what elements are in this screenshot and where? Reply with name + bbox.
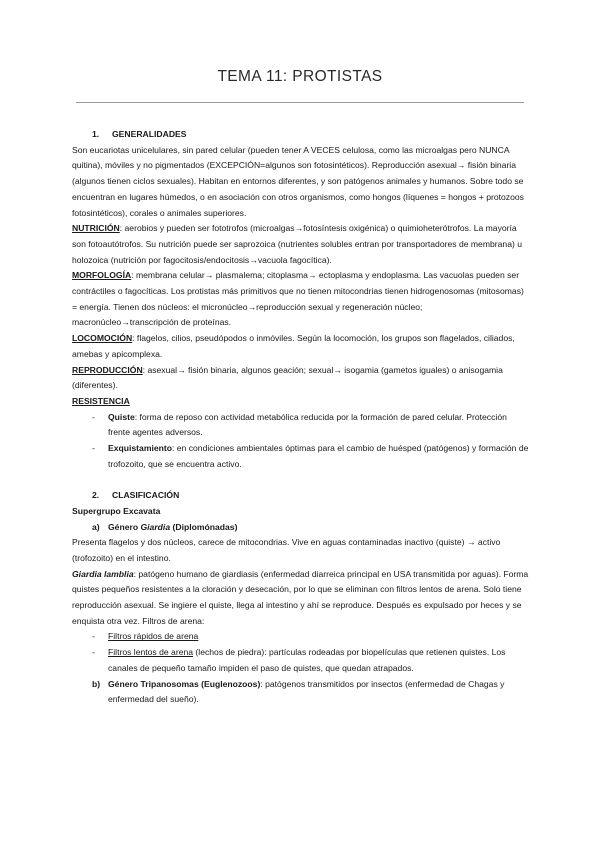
subsection-b-heading bbox=[72, 677, 530, 708]
reproduccion-label: REPRODUCCIÓN bbox=[72, 364, 143, 375]
section-1-title: GENERALIDADES bbox=[112, 129, 187, 139]
lamblia-text: : patógeno humano de giardiasis (enfermedad diarreica principal en USA transmitida por aguas). Forma quistes pequeños resistentes a la cloración y desecación, por lo que se eliminan con filtros lentos de arena. Solo tiene reproducción asexual. Se ingiere el quiste, llega al intestino y ahí se reproduce. Después es expulsado por heces y se enquista otra vez. Filtros de arena: bbox=[72, 568, 529, 626]
section-2-number: 2. bbox=[92, 490, 100, 501]
list-item bbox=[72, 645, 530, 676]
reproduccion-text: : asexual→ fisión binaria, algunos geación; sexual→ isogamia (gametos iguales) o anisogamia (diferentes). bbox=[72, 364, 503, 391]
subsection-b-marker: b) bbox=[92, 678, 101, 689]
lamblia-name: Giardia lamblia bbox=[72, 568, 134, 579]
subsection-a-marker: a) bbox=[92, 521, 100, 532]
section-1-heading bbox=[72, 127, 530, 143]
filter-name: Filtros rápidos de arena bbox=[108, 631, 199, 642]
filter-text: (lechos de piedra): partículas rodeadas por biopelículas que retienen quistes. Los canales de pequeño tamaño impiden el paso de quistes, que quedan atrapados. bbox=[108, 647, 506, 673]
title-divider bbox=[76, 102, 524, 103]
list-text: : forma de reposo con actividad metabólica reducida por la formación de pared celular. Protección frente agentes adversos. bbox=[108, 411, 507, 438]
subsection-b-text: : patógenos transmitidos por insectos (enfermedad de Chagas y enfermedad del sueño). bbox=[108, 678, 505, 705]
list-dash: - bbox=[92, 443, 95, 454]
list-dash: - bbox=[92, 631, 95, 642]
morfologia-paragraph bbox=[72, 268, 530, 331]
list-term: Quiste bbox=[108, 411, 135, 422]
locomocion-label: LOCOMOCIÓN bbox=[72, 333, 133, 344]
page-title: TEMA 11: PROTISTAS bbox=[217, 68, 383, 85]
section-2-heading bbox=[72, 488, 530, 504]
nutricion-label: NUTRICIÓN bbox=[72, 223, 120, 234]
subsection-a-genus: Giardia bbox=[140, 521, 171, 532]
list-item bbox=[72, 629, 530, 645]
section-2-title: CLASIFICACIÓN bbox=[112, 490, 180, 501]
subsection-a-suffix: (Diplomónadas) bbox=[170, 521, 238, 532]
list-dash: - bbox=[92, 647, 95, 658]
section-1-number: 1. bbox=[92, 129, 100, 139]
nutricion-text: : aerobios y pueden ser fototrofos (microalgas→fotosíntesis oxigénica) o quimioheterótrofos. La mayoría son fotoautótrofos. Su nutrición puede ser saprozoica (nutrientes solubles entran por transportadores de membrana) u holozoica (nutrición por fagocitosis/endocitosis→vacuola fagocítica). bbox=[72, 223, 522, 265]
list-term: Exquistamiento bbox=[108, 443, 172, 454]
subsection-b-label: Género Tripanosomas (Euglenozoos) bbox=[108, 678, 261, 689]
subsection-a-heading bbox=[72, 520, 530, 536]
morfologia-text: : membrana celular→ plasmalema; citoplasma→ ectoplasma y endoplasma. Las vacuolas pueden ser contráctiles o fagocíticas. Los protistas más primitivos que no tienen mitocondrias tienen hidrogenosomas (mitosomas) = energía. Tienen dos núcleos: el micronúcleo→reproducción sexual y regeneración núcleo; macronúcleo→transcripción de proteínas. bbox=[72, 270, 524, 328]
document-body bbox=[72, 124, 530, 708]
intro-paragraph: Son eucariotas unicelulares, sin pared celular (pueden tener A VECES celulosa, como las microalgas pero NUNCA quitina), móviles y no pigmentados (EXCEPCIÓN=algunos son fotosintéticos). Reproducción asexual→ fisión binaria (algunos tienen ciclos sexuales). Habitan en entornos diferentes, y son patógenos animales y humanos. Sobre todo se encuentran en lugares húmedos, o en asociación con otros organismos, como hongos (líquenes = hongos + protozoos fotosintéticos), corales o animales superiores. bbox=[72, 144, 524, 218]
locomocion-text: : flagelos, cilios, pseudópodos o inmóviles. Según la locomoción, los grupos son flagelados, ciliados, amebas y apicomplexa. bbox=[72, 333, 515, 359]
morfologia-label: MORFOLOGÍA bbox=[72, 270, 132, 281]
list-item bbox=[72, 441, 530, 472]
nutricion-paragraph bbox=[72, 221, 530, 268]
filter-name: Filtros lentos de arena bbox=[108, 647, 194, 658]
resistencia-label: RESISTENCIA bbox=[72, 395, 130, 406]
reproduccion-paragraph bbox=[72, 363, 530, 394]
list-text: : en condiciones ambientales óptimas para el cambio de huésped (patógenos) y formación de trofozoito, que se encuentra activo. bbox=[108, 443, 529, 469]
locomocion-paragraph bbox=[72, 331, 530, 362]
list-item bbox=[72, 410, 530, 441]
subsection-a-prefix: Género bbox=[108, 521, 141, 532]
resistencia-heading bbox=[72, 394, 530, 410]
giardia-paragraph: Presenta flagelos y dos núcleos, carece de mitocondrias. Vive en aguas contaminadas inactivo (quiste) → activo (trofozoito) en el intestino. bbox=[72, 537, 501, 563]
lamblia-paragraph bbox=[72, 567, 530, 630]
list-dash: - bbox=[92, 411, 95, 422]
supergroup-heading: Supergrupo Excavata bbox=[72, 505, 161, 516]
